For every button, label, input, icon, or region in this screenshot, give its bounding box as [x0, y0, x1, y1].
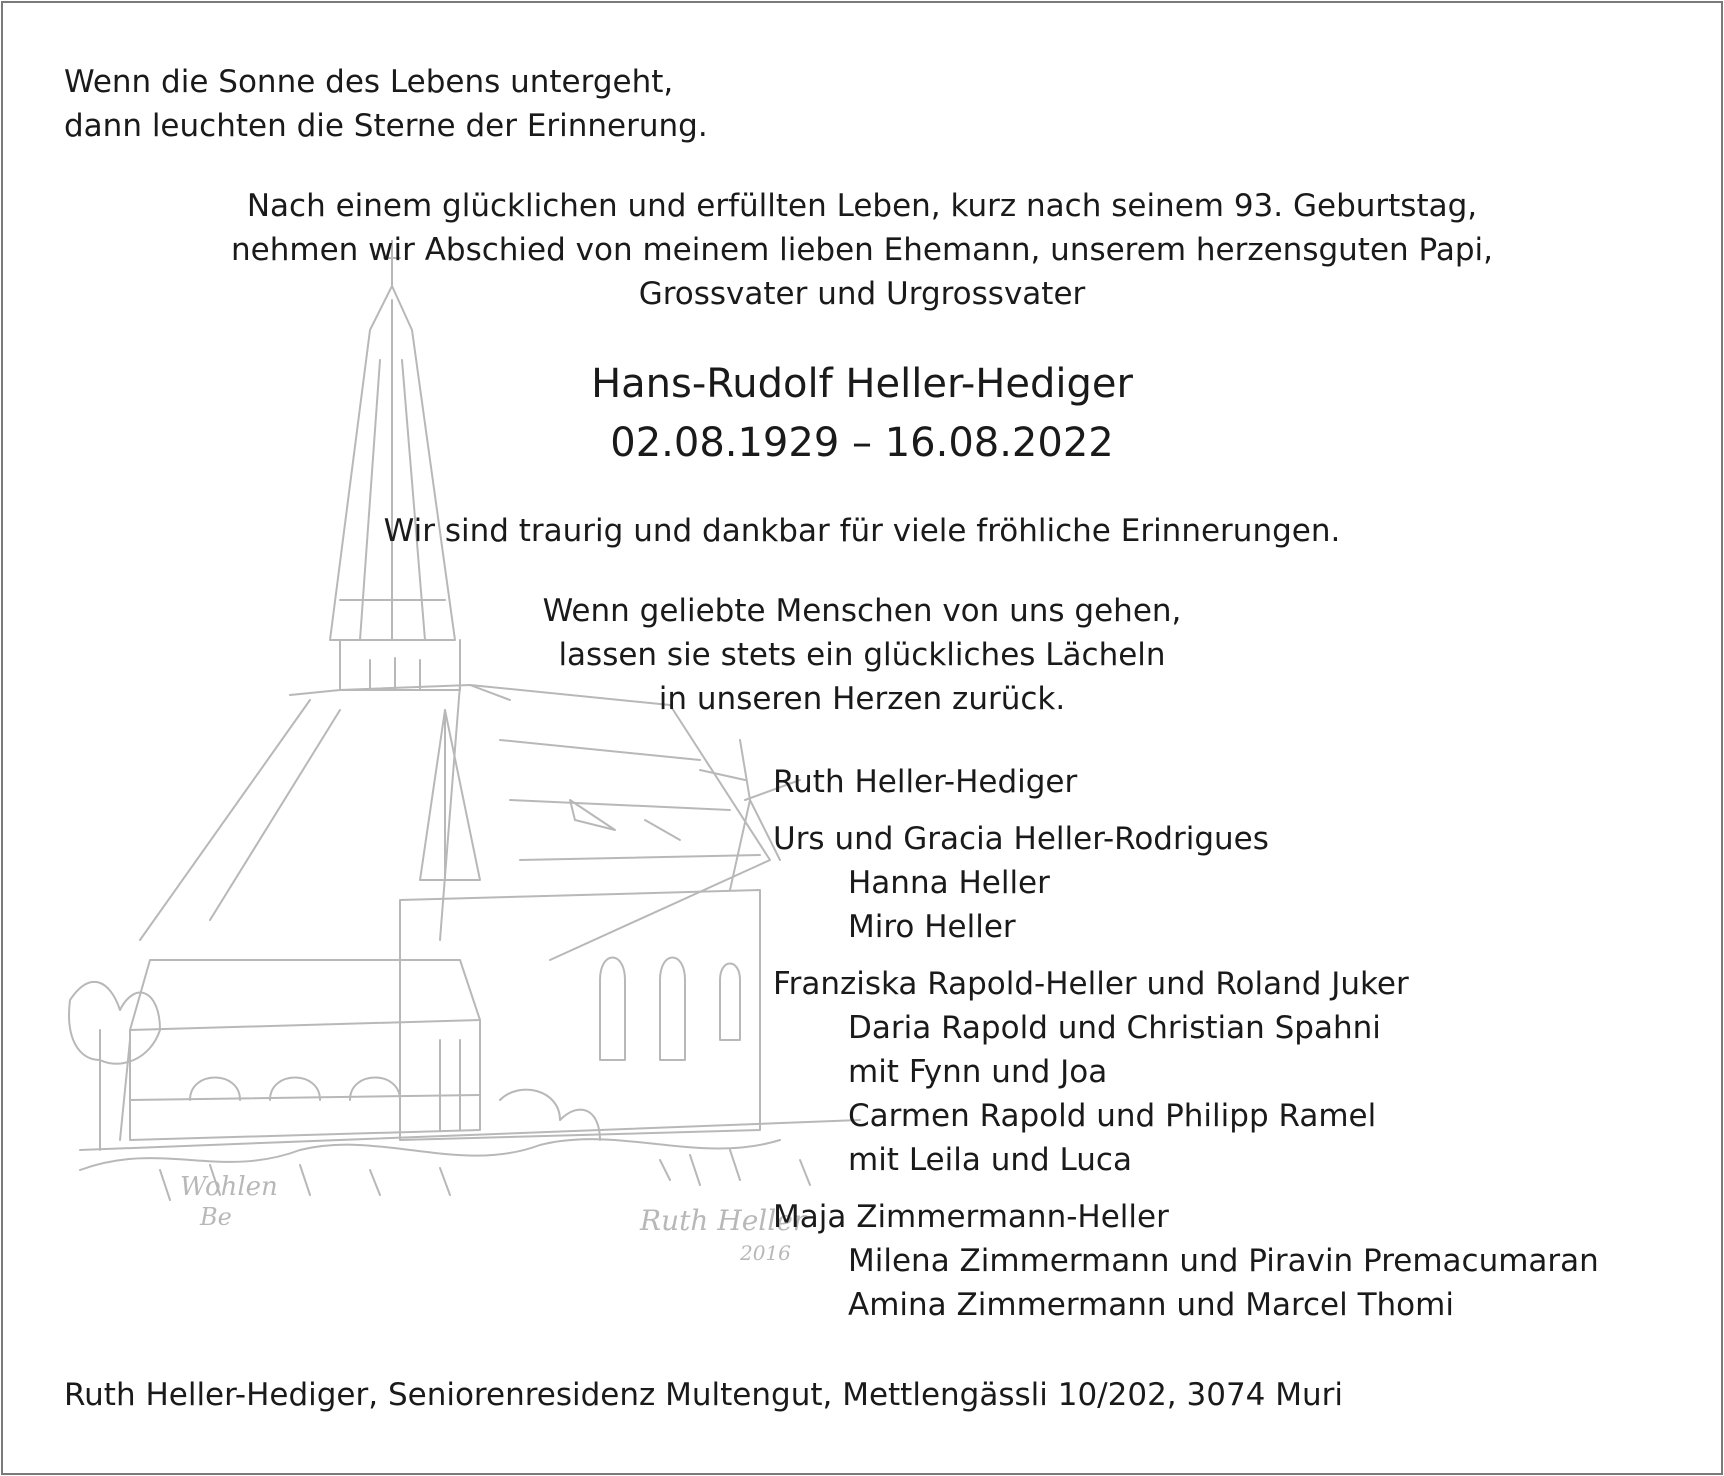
mourner-group — [773, 1195, 1599, 1327]
motto-quote — [64, 60, 708, 148]
mourner-sub: Miro Heller — [848, 909, 1016, 945]
motto-line-2: dann leuchten die Sterne der Erinnerung. — [64, 108, 708, 144]
mourner-group — [773, 817, 1599, 949]
intro-line-2: nehmen wir Abschied von meinem lieben Ehemann, unserem herzensguten Papi, — [231, 232, 1493, 268]
contact-address: Ruth Heller-Hediger, Seniorenresidenz Multengut, Mettlengässli 10/202, 3074 Muri — [64, 1377, 1343, 1413]
svg-text:Wohlen: Wohlen — [180, 1172, 278, 1202]
mourner-main: Ruth Heller-Hediger — [773, 764, 1078, 800]
poem-line-1: Wenn geliebte Menschen von uns gehen, — [542, 593, 1182, 629]
poem-line-2: lassen sie stets ein glückliches Lächeln — [558, 637, 1166, 673]
svg-text:Be: Be — [200, 1203, 232, 1231]
poem — [0, 589, 1724, 721]
mourner-sub: Carmen Rapold und Philipp Ramel — [848, 1098, 1377, 1134]
announcement-intro — [0, 184, 1724, 316]
mourner-group — [773, 962, 1599, 1182]
poem-line-3: in unseren Herzen zurück. — [658, 681, 1066, 717]
mourner-sub: Amina Zimmermann und Marcel Thomi — [848, 1287, 1454, 1323]
svg-text:2016: 2016 — [740, 1241, 791, 1265]
mourner-main: Franziska Rapold-Heller und Roland Juker — [773, 966, 1409, 1002]
mourner-main: Maja Zimmermann-Heller — [773, 1199, 1169, 1235]
deceased-dates: 02.08.1929 – 16.08.2022 — [610, 420, 1114, 466]
mourner-sub: Hanna Heller — [848, 865, 1050, 901]
mourner-sub: mit Fynn und Joa — [848, 1054, 1108, 1090]
mourners-list — [773, 760, 1599, 1340]
gratitude-line: Wir sind traurig und dankbar für viele fröhliche Erinnerungen. — [383, 513, 1341, 549]
deceased-block — [0, 355, 1724, 473]
motto-line-1: Wenn die Sonne des Lebens untergeht, — [64, 64, 674, 100]
svg-text:Ruth Heller: Ruth Heller — [640, 1204, 807, 1237]
mourner-sub: Milena Zimmermann und Piravin Premacumaran — [848, 1243, 1599, 1279]
mourner-main: Urs und Gracia Heller-Rodrigues — [773, 821, 1269, 857]
mourner-sub: Daria Rapold und Christian Spahni — [848, 1010, 1381, 1046]
mourner-group — [773, 760, 1599, 804]
intro-line-3: Grossvater und Urgrossvater — [638, 276, 1086, 312]
deceased-name: Hans-Rudolf Heller-Hediger — [591, 361, 1133, 407]
mourner-sub: mit Leila und Luca — [848, 1142, 1132, 1178]
intro-line-1: Nach einem glücklichen und erfüllten Leben, kurz nach seinem 93. Geburtstag, — [246, 188, 1478, 224]
